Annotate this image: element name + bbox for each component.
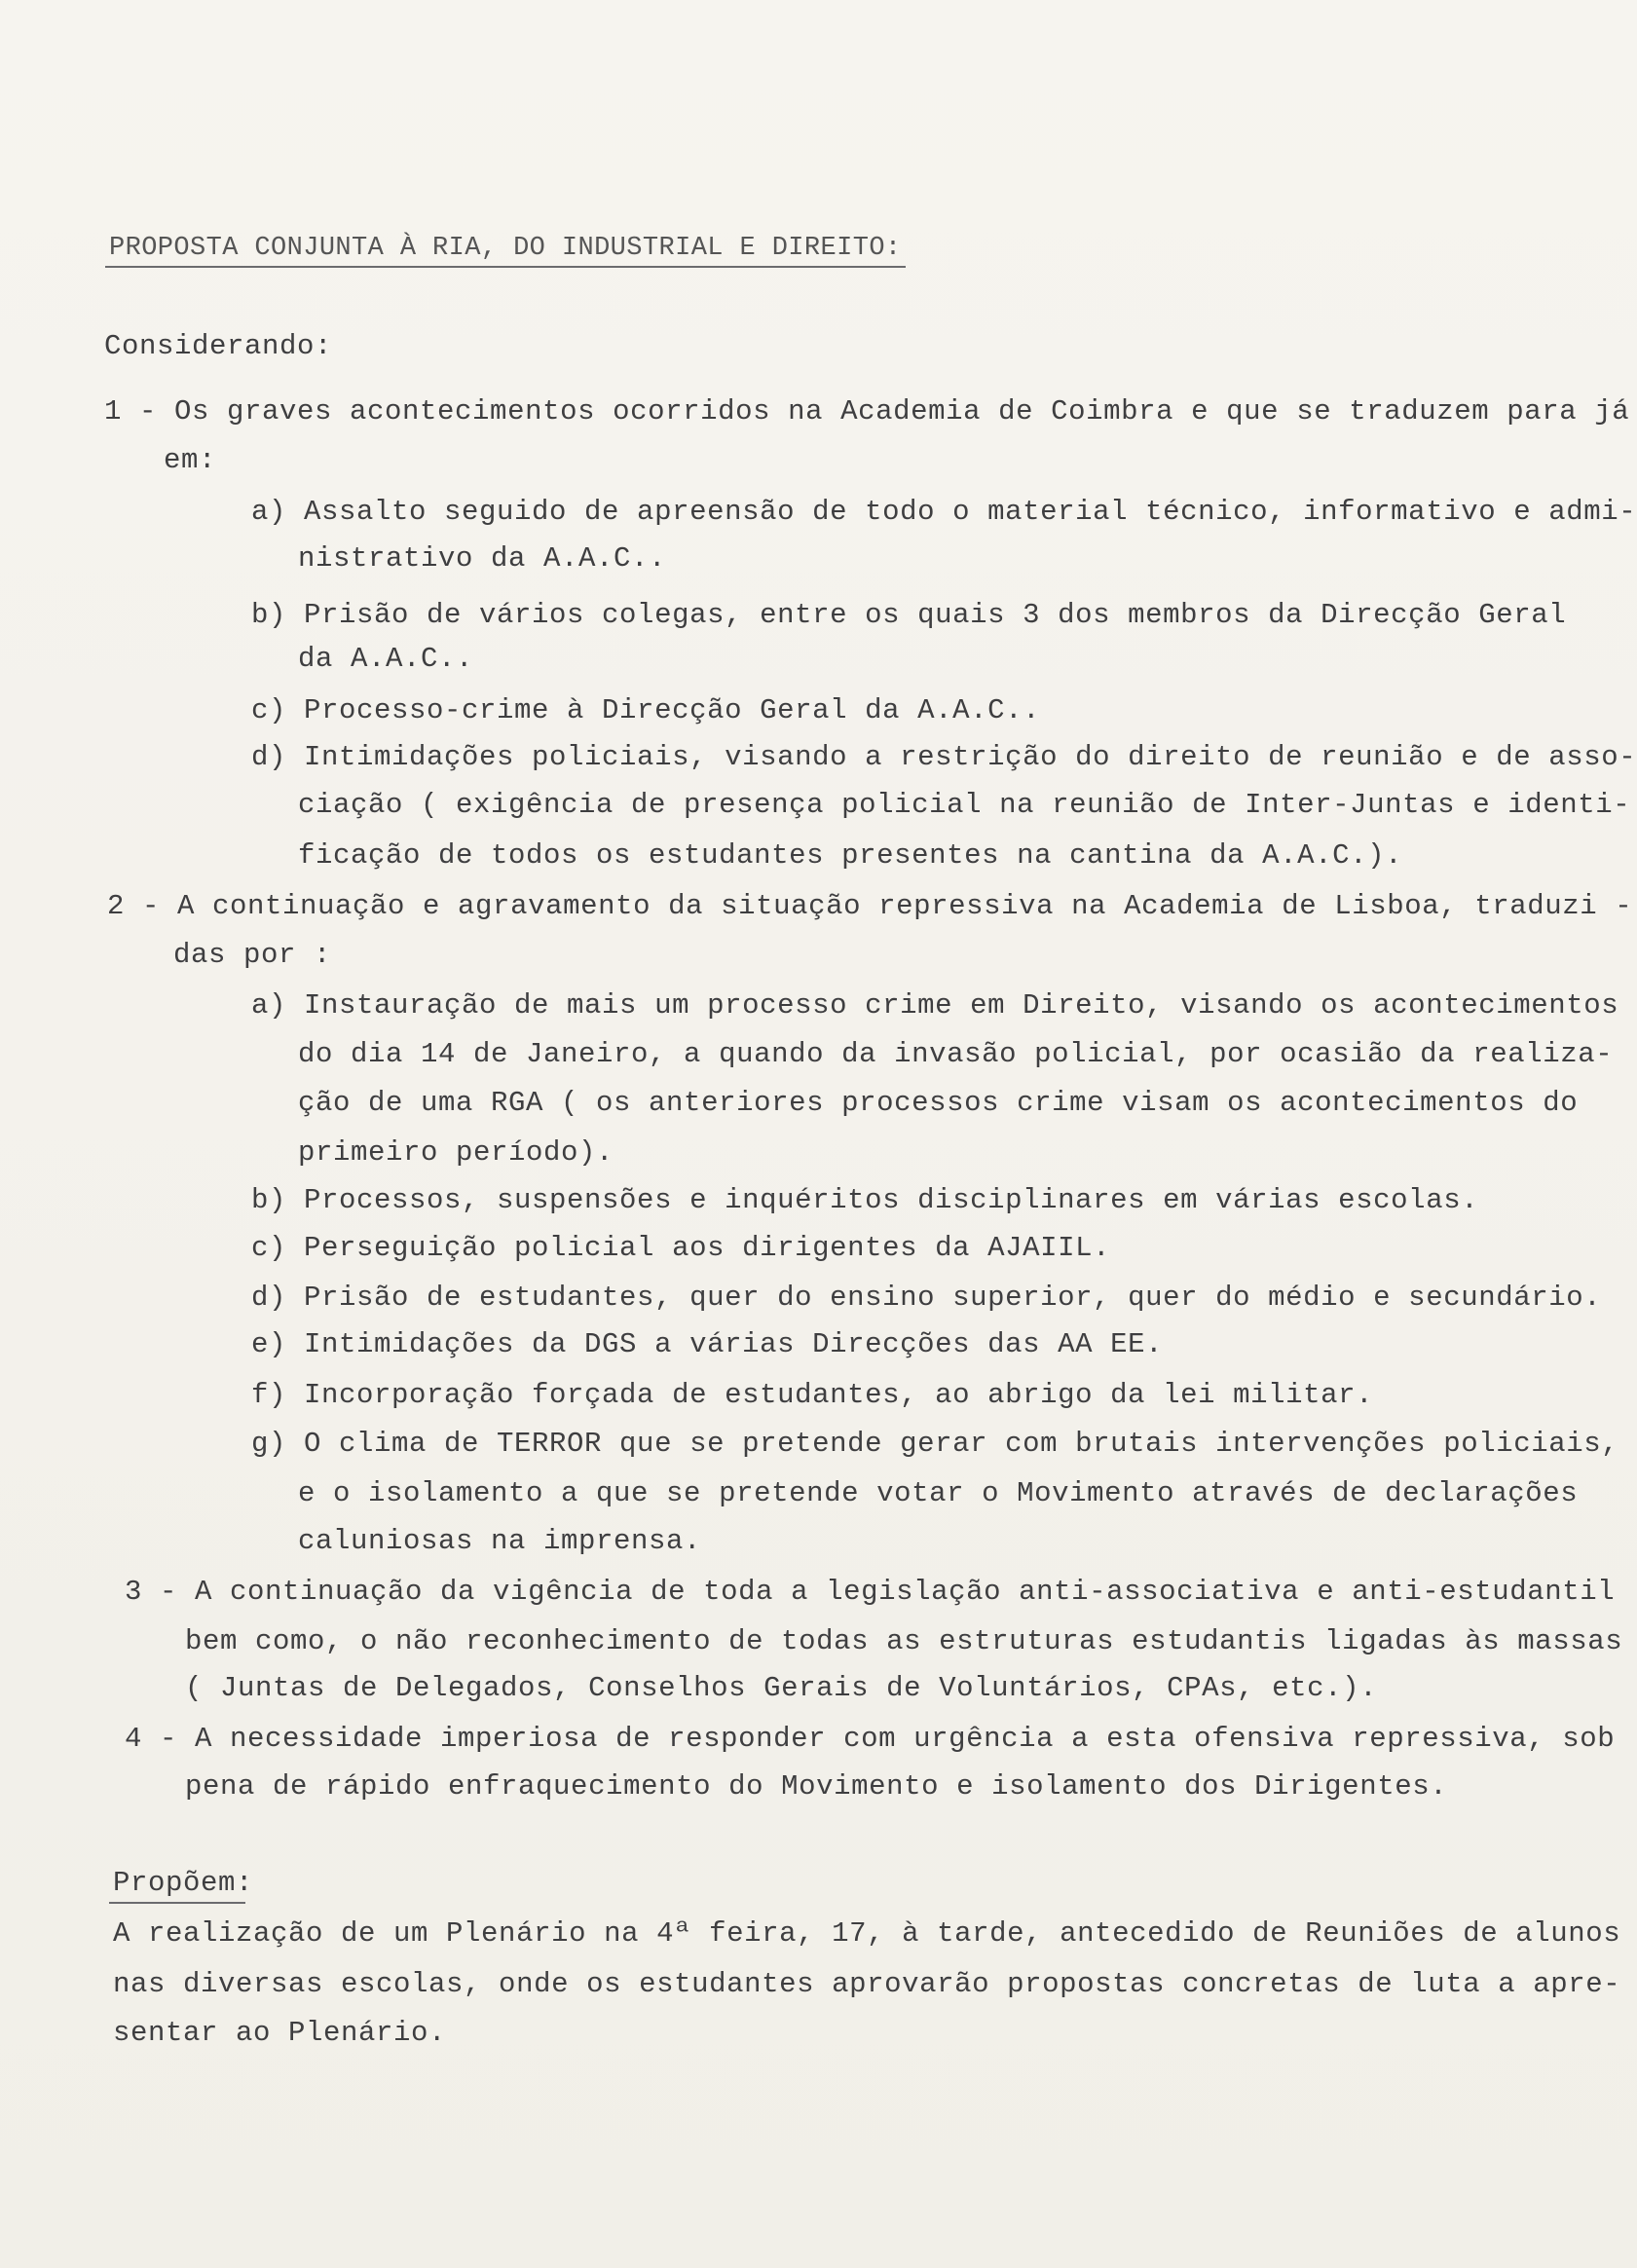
item-3-line-1: 3 - A continuação da vigência de toda a legislação anti-associativa e anti-estudantil bbox=[125, 1576, 1616, 1608]
item-2a-line-1: a) Instauração de mais um processo crime em Direito, visando os acontecimentos bbox=[251, 989, 1619, 1022]
item-2d: d) Prisão de estudantes, quer do ensino superior, quer do médio e secundário. bbox=[251, 1282, 1602, 1314]
item-1d-line-3: ficação de todos os estudantes presentes na cantina da A.A.C.). bbox=[298, 839, 1403, 872]
propoem-underline bbox=[109, 1902, 245, 1904]
item-1c-line-1: c) Processo-crime à Direcção Geral da A.A.C.. bbox=[251, 694, 1041, 726]
item-2g-line-3: caluniosas na imprensa. bbox=[298, 1525, 702, 1557]
item-2a-line-2: do dia 14 de Janeiro, a quando da invasão policial, por ocasião da realiza- bbox=[298, 1038, 1614, 1070]
item-4-line-2: pena de rápido enfraquecimento do Movimento e isolamento dos Dirigentes. bbox=[185, 1770, 1448, 1803]
item-2g-line-1: g) O clima de TERROR que se pretende gerar com brutais intervenções policiais, bbox=[251, 1428, 1619, 1460]
item-3-line-3: ( Juntas de Delegados, Conselhos Gerais de Voluntários, CPAs, etc.). bbox=[185, 1672, 1378, 1704]
propoem-label: Propõem: bbox=[113, 1867, 254, 1899]
item-4-line-1: 4 - A necessidade imperiosa de responder com urgência a esta ofensiva repressiva, sob bbox=[125, 1723, 1616, 1755]
item-1a-line-2: nistrativo da A.A.C.. bbox=[298, 542, 667, 575]
item-1-line-1: 1 - Os graves acontecimentos ocorridos na Academia de Coimbra e que se traduzem para já bbox=[104, 395, 1630, 428]
item-2-line-2: das por : bbox=[173, 939, 332, 971]
item-2a-line-4: primeiro período). bbox=[298, 1136, 614, 1169]
document-title bbox=[109, 234, 902, 263]
proposal-line-1: A realização de um Plenário na 4ª feira, 17, à tarde, antecedido de Reuniões de alunos bbox=[113, 1917, 1621, 1950]
proposal-line-2: nas diversas escolas, onde os estudantes aprovarão propostas concretas de luta a apre- bbox=[113, 1968, 1621, 2000]
item-1d-line-1: d) Intimidações policiais, visando a restrição do direito de reunião e de asso- bbox=[251, 741, 1637, 773]
item-2g-line-2: e o isolamento a que se pretende votar o Movimento através de declarações bbox=[298, 1477, 1579, 1509]
considerando-label: Considerando: bbox=[104, 330, 333, 362]
item-3-line-2: bem como, o não reconhecimento de todas as estruturas estudantis ligadas às massas bbox=[185, 1625, 1623, 1657]
item-2c: c) Perseguição policial aos dirigentes da AJAIIL. bbox=[251, 1232, 1111, 1264]
title-underline bbox=[105, 266, 906, 268]
item-2a-line-3: ção de uma RGA ( os anteriores processos crime visam os acontecimentos do bbox=[298, 1087, 1579, 1119]
item-2-line-1: 2 - A continuação e agravamento da situação repressiva na Academia de Lisboa, traduzi - bbox=[107, 890, 1633, 922]
item-2b: b) Processos, suspensões e inquéritos disciplinares em várias escolas. bbox=[251, 1184, 1479, 1216]
proposal-line-3: sentar ao Plenário. bbox=[113, 2017, 447, 2049]
item-1d-line-2: ciação ( exigência de presença policial na reunião de Inter-Juntas e identi- bbox=[298, 789, 1631, 821]
item-1-line-2: em: bbox=[164, 444, 217, 476]
document-title-text: PROPOSTA CONJUNTA À RIA, DO INDUSTRIAL E DIREITO: bbox=[109, 234, 902, 263]
item-2e: e) Intimidações da DGS a várias Direcções das AA EE. bbox=[251, 1328, 1164, 1360]
item-1a-line-1: a) Assalto seguido de apreensão de todo o material técnico, informativo e admi- bbox=[251, 496, 1637, 528]
item-2f: f) Incorporação forçada de estudantes, ao abrigo da lei militar. bbox=[251, 1379, 1374, 1411]
item-1b-line-2: da A.A.C.. bbox=[298, 643, 474, 675]
item-1b-line-1: b) Prisão de vários colegas, entre os quais 3 dos membros da Direcção Geral bbox=[251, 599, 1567, 631]
